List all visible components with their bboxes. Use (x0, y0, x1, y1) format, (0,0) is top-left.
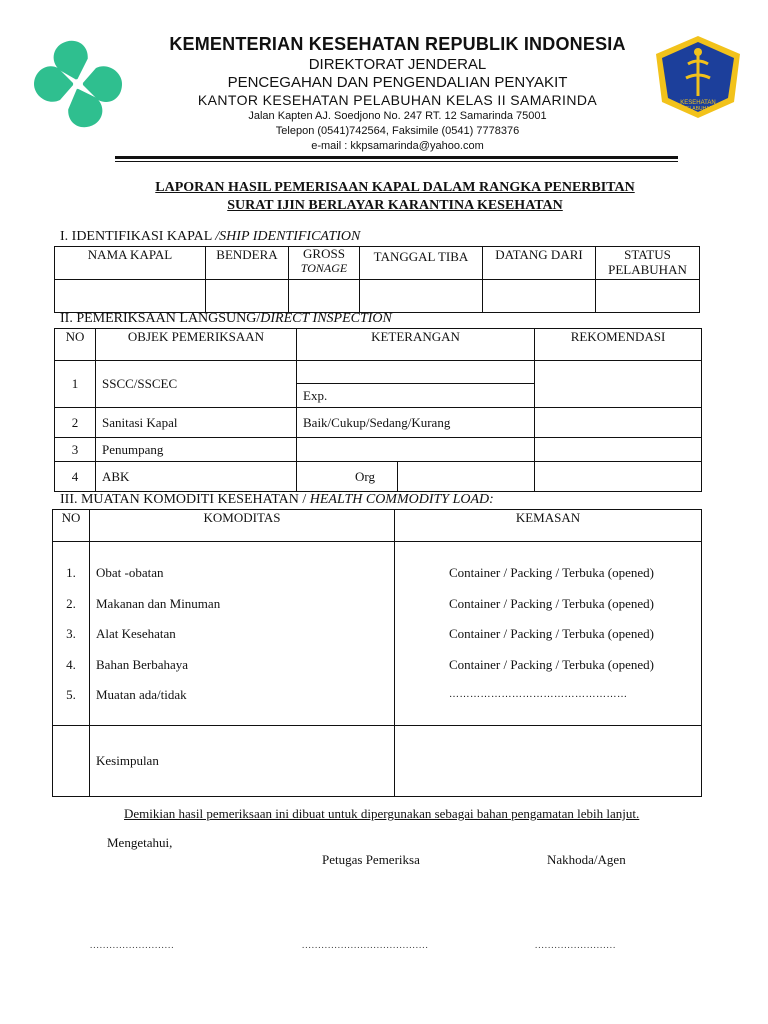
packaging-option[interactable]: Container / Packing / Terbuka (opened) (449, 626, 654, 642)
emblem-text: KESEHATAN (680, 100, 716, 106)
col-packaging: KEMASAN (395, 510, 702, 542)
report-title-line2: SURAT IJIN BERLAYAR KARANTINA KESEHATAN (227, 198, 563, 213)
row2-note[interactable]: Baik/Cukup/Sedang/Kurang (297, 408, 535, 438)
commodity-numbers: 1. 2. 3. 4. 5. (53, 542, 90, 726)
row4-crew-count[interactable] (398, 462, 535, 492)
emblem-subtext: PELABUHAN (682, 106, 714, 112)
row4-crew-unit: Org (297, 462, 398, 492)
direct-inspection-table (54, 328, 702, 492)
conclusion-label: Kesimpulan (90, 726, 395, 797)
origin-cell[interactable] (483, 280, 596, 313)
col-no: NO (53, 510, 90, 542)
office-address: Jalan Kapten AJ. Soedjono No. 247 RT. 12 Samarinda 75001 (248, 110, 547, 122)
commodity-packaging (395, 542, 702, 726)
acknowledged-label: Mengetahui, (107, 835, 173, 850)
conclusion-no-cell (53, 726, 90, 797)
signature-line-acknowledged[interactable]: .......................... (90, 940, 175, 950)
office-name: KANTOR KESEHATAN PELABUHAN KELAS II SAMARINDA (197, 92, 598, 108)
arrival-date-cell[interactable] (360, 280, 483, 313)
row4-no: 4 (55, 462, 96, 492)
row4-object: ABK (96, 462, 297, 492)
commodity-names (90, 542, 395, 726)
row1-no: 1 (55, 361, 96, 408)
section1-heading: I. IDENTIFIKASI KAPAL /SHIP IDENTIFICATION (60, 229, 361, 244)
signature-line-captain[interactable]: ......................... (535, 940, 617, 950)
row3-object: Penumpang (96, 438, 297, 462)
row2-recommendation[interactable] (535, 408, 702, 438)
packaging-option[interactable]: Container / Packing / Terbuka (opened) (449, 595, 654, 611)
row2-object: Sanitasi Kapal (96, 408, 297, 438)
row1-recommendation[interactable] (535, 361, 702, 408)
commodity-item: Makanan dan Minuman (96, 595, 221, 611)
port-status-cell[interactable] (596, 280, 700, 313)
ministry-name: KEMENTERIAN KESEHATAN REPUBLIK INDONESIA (169, 34, 626, 54)
closing-statement: Demikian hasil pemeriksaan ini dibuat untuk dipergunakan sebagai bahan pengamatan lebih lanjut. (124, 806, 640, 821)
row3-recommendation[interactable] (535, 438, 702, 462)
col-flag: BENDERA (206, 247, 289, 280)
ship-identification-table (54, 246, 700, 313)
row4-recommendation[interactable] (535, 462, 702, 492)
directorate-name: DIREKTORAT JENDERAL (308, 56, 487, 73)
row3-note[interactable] (297, 438, 535, 462)
commodity-item: Muatan ada/tidak (96, 687, 187, 703)
packaging-option[interactable]: Container / Packing / Terbuka (opened) (449, 565, 654, 580)
col-commodity: KOMODITAS (90, 510, 395, 542)
row1-note-exp[interactable]: Exp. (297, 384, 535, 408)
captain-agent-label: Nakhoda/Agen (547, 852, 626, 867)
col-arrival-date: TANGGAL TIBA (360, 247, 483, 280)
commodity-load-table (52, 509, 702, 797)
col-origin: DATANG DARI (483, 247, 596, 280)
conclusion-value[interactable] (395, 726, 702, 797)
col-object: OBJEK PEMERIKSAAN (96, 329, 297, 361)
signature-line-inspector[interactable]: ....................................... (302, 940, 429, 950)
row1-object: SSCC/SSCEC (96, 361, 297, 408)
ship-name-cell[interactable] (55, 280, 206, 313)
section3-heading: III. MUATAN KOMODITI KESEHATAN / HEALTH COMMODITY LOAD: (60, 492, 494, 507)
section2-heading: II. PEMERIKSAAN LANGSUNG/DIRECT INSPECTION (60, 311, 392, 326)
row2-no: 2 (55, 408, 96, 438)
inspector-label: Petugas Pemeriksa (322, 852, 420, 867)
header-rule-thick (115, 156, 678, 159)
col-note: KETERANGAN (297, 329, 535, 361)
port-health-emblem (650, 32, 746, 122)
col-gross-tonage: GROSS TONAGE (289, 247, 360, 280)
row3-no: 3 (55, 438, 96, 462)
office-phone: Telepon (0541)742564, Faksimile (0541) 7778376 (275, 125, 520, 137)
commodity-item: Bahan Berbahaya (96, 656, 189, 672)
header-rule-thin (115, 161, 678, 162)
packaging-option[interactable]: Container / Packing / Terbuka (opened) (449, 656, 654, 672)
office-email: e-mail : kkpsamarinda@yahoo.com (311, 140, 484, 152)
col-recommendation: REKOMENDASI (535, 329, 702, 361)
report-title-line1: LAPORAN HASIL PEMERISAAN KAPAL DALAM RANGKA PENERBITAN (155, 180, 635, 195)
flag-cell[interactable] (206, 280, 289, 313)
col-no: NO (55, 329, 96, 361)
load-dotted-field[interactable]: …………………………………………… (449, 689, 628, 701)
ministry-logo (30, 36, 126, 132)
row1-note-top[interactable] (297, 361, 535, 384)
col-port-status: STATUS PELABUHAN (596, 247, 700, 280)
division-name: PENCEGAHAN DAN PENGENDALIAN PENYAKIT (227, 74, 568, 91)
commodity-item: Alat Kesehatan (96, 626, 176, 642)
col-ship-name: NAMA KAPAL (55, 247, 206, 280)
gross-tonage-cell[interactable] (289, 280, 360, 313)
commodity-item: Obat -obatan (96, 565, 164, 580)
